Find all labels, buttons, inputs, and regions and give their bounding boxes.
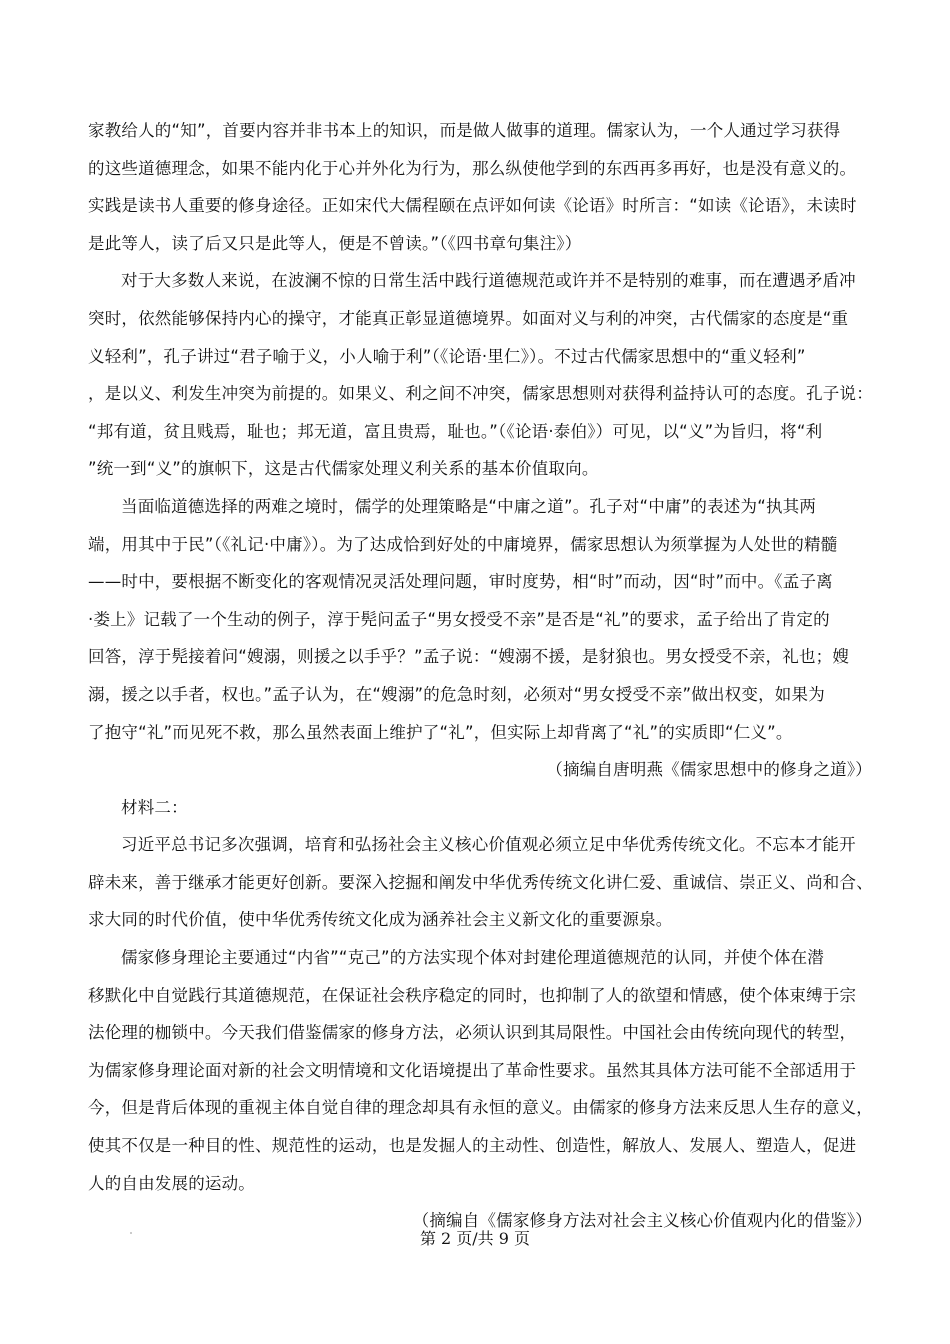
text-line: 了抱守“礼”而见死不救，那么虽然表面上维护了“礼”，但实际上却背离了“礼”的实质即“仁义”。 [88, 722, 793, 742]
text-line: 是此等人，读了后又只是此等人，便是不曾读。”（《四书章句集注》） [88, 233, 582, 253]
text-line: 辟未来，善于继承才能更好创新。要深入挖掘和阐发中华优秀传统文化讲仁爱、重诚信、崇正义、尚和合、 [88, 872, 873, 892]
text-line: 求大同的时代价值，使中华优秀传统文化成为涵养社会主义新文化的重要源泉。 [88, 910, 673, 930]
text-line: 溺，援之以手者，权也。”孟子认为，在“嫂溺”的危急时刻，必须对“男女授受不亲”做出权变，如果为 [88, 684, 825, 704]
source-citation: （摘编自唐明燕《儒家思想中的修身之道》） [546, 760, 872, 780]
text-line: 使其不仅是一种目的性、规范性的运动，也是发掘人的主动性、创造性，解放人、发展人、塑造人，促进 [88, 1136, 857, 1156]
text-line: 今，但是背后体现的重视主体自觉自律的理念却具有永恒的意义。由儒家的修身方法来反思人生存的意义， [88, 1098, 873, 1118]
text-line: 家教给人的“知”，首要内容并非书本上的知识，而是做人做事的道理。儒家认为，一个人通过学习获得 [88, 121, 841, 140]
text-line: 习近平总书记多次强调，培育和弘扬社会主义核心价值观必须立足中华优秀传统文化。不忘本才能开 [121, 835, 856, 855]
text-line: ”统一到“义”的旗帜下，这是古代儒家处理义利关系的基本价值取向。 [88, 459, 599, 479]
text-line: 的这些道德理念，如果不能内化于心并外化为行为，那么纵使他学到的东西再多再好，也是没有意义的。 [88, 158, 857, 178]
text-line: 对于大多数人来说，在波澜不惊的日常生活中践行道德规范或许并不是特别的难事，而在遭遇矛盾冲 [121, 271, 856, 291]
text-line: 突时，依然能够保持内心的操守，才能真正彰显道德境界。如面对义与利的冲突，古代儒家的态度是“重 [88, 308, 849, 328]
text-line: 实践是读书人重要的修身途径。正如宋代大儒程颐在点评如何读《论语》时所言：“如读《论语》，未读时 [88, 196, 857, 216]
text-line: 人的自由发展的运动。 [88, 1173, 255, 1193]
text-line: 为儒家修身理论面对新的社会文明情境和文化语境提出了革命性要求。虽然其具体方法可能不全部适用于 [88, 1060, 857, 1080]
text-line: ——时中，要根据不断变化的客观情况灵活处理问题，审时度势，相“时”而动，因“时”而中。《孟子离 [88, 572, 833, 592]
document-body [88, 112, 878, 1240]
text-line: ，是以义、利发生冲突为前提的。如果义、利之间不冲突，儒家思想则对获得利益持认可的态度。孔子说： [88, 384, 873, 404]
text-line: 儒家修身理论主要通过“内省”“克己”的方法实现个体对封建伦理道德规范的认同，并使个体在潜 [121, 948, 824, 968]
text-line: 移默化中自觉践行其道德规范，在保证社会秩序稳定的同时，也抑制了人的欲望和情感，使个体束缚于宗 [88, 985, 857, 1005]
source-citation: （摘编自《儒家修身方法对社会主义核心价值观内化的借鉴》） [412, 1211, 872, 1231]
text-line: 法伦理的枷锁中。今天我们借鉴儒家的修身方法，必须认识到其局限性。中国社会由传统向现代的转型， [88, 1023, 857, 1043]
text-line: 端，用其中于民”（《礼记·中庸》）。为了达成恰到好处的中庸境界，儒家思想认为须掌握为人处世的精髓 [88, 534, 838, 554]
text-line: 义轻利”，孔子讲过“君子喻于义，小人喻于利”（《论语·里仁》）。不过古代儒家思想中的“重义轻利” [88, 346, 806, 366]
text-line: 回答，淳于髡接着问“嫂溺，则援之以手乎？”孟子说：“嫂溺不援，是豺狼也。男女授受不亲，礼也；嫂 [88, 647, 850, 667]
page-number: 第 2 页/共 9 页 [419, 1229, 531, 1248]
text-line: 当面临道德选择的两难之境时，儒学的处理策略是“中庸之道”。孔子对“中庸”的表述为“执其两 [121, 496, 817, 516]
text-line: ·娄上》记载了一个生动的例子，淳于髡问孟子“男女授受不亲”是否是“礼”的要求，孟子给出了肯定的 [88, 609, 830, 629]
text-line: “邦有道，贫且贱焉，耻也；邦无道，富且贵焉，耻也。”（《论语·泰伯》）可见，以“义”为旨归，将“利 [88, 421, 823, 441]
section-heading: 材料二： [121, 797, 188, 817]
